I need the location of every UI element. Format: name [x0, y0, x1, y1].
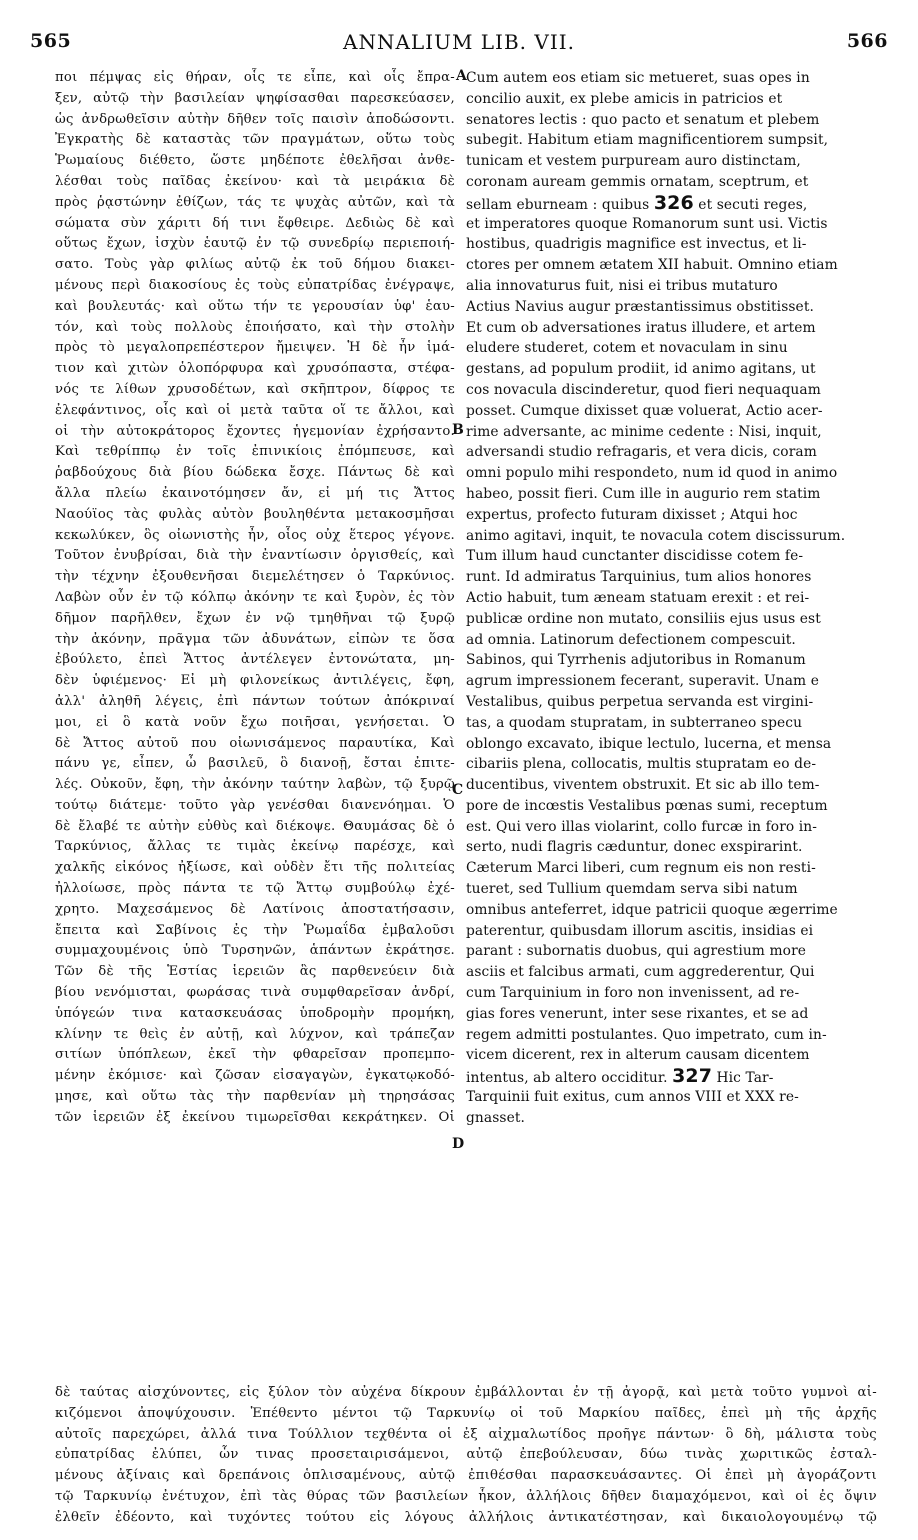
- latin-text-line: ducentibus, viventem obstruxit. Et sic ab illo tem-: [466, 777, 820, 794]
- latin-text-line: parant : subornatis duobus, qui agrestium more: [466, 943, 807, 960]
- latin-text-line: pore de incœstis Vestalibus pœnas sumi, receptum: [466, 797, 828, 814]
- latin-column: [466, 68, 885, 1129]
- latin-text-line: Cum autem eos etiam sic metueret, suas opes in: [466, 70, 810, 86]
- greek-text-line: οἱ τὴν αὐτοκράτορος ἔχοντες ἡγεμονίαν ἐχρήσαντο.: [55, 423, 455, 439]
- greek-text-line: ἔπειτα καὶ Σαβίνοις ἐς τὴν Ῥωμαΐδα ἐμβαλοῦσι: [55, 922, 455, 938]
- latin-text-line: omni populo mihi respondeto, num id quod in animo: [466, 465, 838, 482]
- reference-number: 326: [653, 192, 694, 214]
- latin-text-line: tueret, sed Tullium quemdam serva sibi natum: [466, 881, 798, 898]
- greek-column: [55, 68, 455, 1129]
- latin-text-line: [466, 1066, 885, 1087]
- greek-text-line: συμμαχουμένοις ὑπὸ Τυρσηνῶν, ἁπάντων ἐκράτησε.: [55, 943, 455, 959]
- latin-text-line: gias fores venerunt, inter sese rixantes, et se ad: [466, 1005, 809, 1022]
- greek-text-line: πρὸς ῥᾳστώνην ἐθίζων, τάς τε ψυχὰς αὐτῶν, καὶ τὰ: [55, 194, 455, 210]
- latin-text-line: publicæ ordine non mutato, consiliis ejus usus est: [466, 610, 821, 627]
- greek-text-line: ξεν, αὐτῷ τὴν βασιλείαν ψηφίσασθαι παρεσκεύασεν,: [55, 90, 455, 106]
- reference-number: 327: [672, 1066, 713, 1088]
- greek-continuation-line: αὐτοῖς παρεχώρει, ἀλλά τινα Τούλλιον τεχθέντα οἱ ἐξ αἰχμαλωτίδος προῆγε πάντων· ὃ δὴ, μάλιστα τοὺς: [55, 1426, 877, 1442]
- greek-continuation-line: εὐπατρίδας ἐλύπει, ὧν τινας προσεταιρισάμενοι, αὐτῷ ἐπεβούλευσαν, δύω τινὰς χωριτικῶς ἐσταλ-: [55, 1447, 877, 1463]
- latin-text-line: tunicam et vestem purpuream auro distinctam,: [466, 153, 801, 170]
- latin-text-line: Tarquinii fuit exitus, cum annos VIII et XXX re-: [466, 1089, 799, 1106]
- latin-text-line: [466, 193, 885, 214]
- latin-text-line: agrum impressionem fecerant, superavit. Unam e: [466, 673, 819, 690]
- running-title: ANNALIUM LIB. VII.: [343, 30, 575, 54]
- latin-text-line: senatores lectis : quo pacto et senatum et plebem: [466, 111, 820, 128]
- latin-text-line: habeo, possit fieri. Cum ille in augurio rem statim: [466, 485, 821, 502]
- latin-text-fragment: sellam eburneam : quibus: [466, 196, 654, 213]
- greek-text-line: Τῶν δὲ τῆς Ἑστίας ἱερειῶν ἃς παρθενεύειν διὰ: [55, 964, 455, 980]
- latin-text-line: coronam auream gemmis ornatam, sceptrum, et: [466, 173, 809, 190]
- greek-text-line: νός τε λίθων χρυσοδέτων, καὶ σκῆπτρον, δίφρος τε: [55, 381, 455, 397]
- greek-text-line: καὶ βουλευτάς· καὶ οὕτω τήν τε γερουσίαν ὑφ' ἑαυ-: [55, 298, 455, 314]
- latin-text-line: serto, nudi flagris cæduntur, donec exspirarint.: [466, 839, 803, 856]
- latin-text-line: Sabinos, qui Tyrrhenis adjutoribus in Romanum: [466, 652, 806, 669]
- section-marker-a: A: [456, 68, 467, 84]
- latin-text-line: runt. Id admiratus Tarquinius, tum alios honores: [466, 569, 812, 586]
- greek-text-line: ῥαβδούχους διὰ βίου δώδεκα ἔσχε. Πάντως δὲ καὶ: [55, 465, 455, 481]
- latin-text-line: gnasset.: [466, 1109, 525, 1126]
- latin-text-line: est. Qui vero illas violarint, collo furcæ in foro in-: [466, 818, 818, 835]
- greek-text-line: ἐλεφάντινος, οἷς καὶ οἱ μετὰ ταῦτα οἵ τε ἄλλοι, καὶ: [55, 402, 455, 418]
- greek-text-line: σιτίων ὑπόπλεων, ἐκεῖ τὴν φθαρεῖσαν προπεμπο-: [55, 1047, 455, 1063]
- greek-text-line: ἐβούλετο, ἐπεὶ Ἄττος ἀντέλεγεν ἐντονώτατα, μη-: [55, 652, 455, 668]
- greek-text-line: δὲ Ἄττος αὐτοῦ που οἰωνισάμενος παραυτίκα, Καὶ: [55, 735, 455, 751]
- page-number-right: 566: [846, 30, 888, 52]
- page-number-left: 565: [30, 30, 72, 52]
- greek-text-line: ἀλλ' ἀληθῆ λέγεις, ἐπὶ πάντων τούτων ἀπόκριναί: [55, 693, 455, 709]
- latin-text-line: tas, a quodam stupratam, in subterraneo specu: [466, 714, 803, 731]
- greek-text-line: Λαβὼν οὖν ἐν τῷ κόλπῳ ἀκόνην τε καὶ ξυρὸν, ἐς τὸν: [55, 589, 455, 605]
- latin-text-line: omnibus anteferret, idque patricii quoque ægerrime: [466, 901, 838, 918]
- section-marker-c: C: [452, 782, 464, 798]
- greek-text-line: δὲν ὑφιέμενος· Εἰ μὴ φιλονείκως ἀντιλέγεις, ἔφη,: [55, 673, 455, 689]
- section-marker-b: B: [452, 422, 464, 438]
- greek-text-line: κλίνην τε θεὶς ἐν αὐτῇ, καὶ λύχνον, καὶ τράπεζαν: [55, 1026, 455, 1042]
- greek-text-line: τὴν τέχνην ἐξουθενῆσαι διεμελέτησεν ὁ Ταρκύνιος.: [55, 569, 455, 585]
- latin-text-fragment: et secuti reges,: [693, 196, 808, 213]
- latin-text-line: Actius Navius augur præstantissimus obstitisset.: [466, 298, 814, 315]
- latin-text-line: Cæterum Marci liberi, cum regnum eis non resti-: [466, 860, 816, 877]
- latin-text-line: ad omnia. Latinorum defectionem compescuit.: [466, 631, 796, 648]
- greek-text-line: μοι, εἰ ὃ κατὰ νοῦν ἔχω ποιῆσαι, γενήσεται. Ὁ: [55, 714, 455, 730]
- greek-text-line: σατο. Τοὺς γὰρ φιλίως αὐτῷ ἐκ τοῦ δήμου διακει-: [55, 257, 455, 273]
- latin-text-line: gestans, ad populum prodiit, id animo agitans, ut: [466, 361, 816, 378]
- greek-text-line: Ἐγκρατὴς δὲ καταστὰς τῶν πραγμάτων, οὕτω τοὺς: [55, 132, 455, 148]
- greek-text-line: ἠλλοίωσε, πρὸς πάντα τε τῷ Ἄττῳ συμβούλῳ ἐχέ-: [55, 881, 455, 897]
- greek-text-line: μένους περὶ διακοσίους ἐς τοὺς εὐπατρίδας ἐνέγραψε,: [55, 277, 455, 293]
- greek-text-line: μησε, καὶ οὕτω τὰς τὴν παρθενίαν μὴ τηρησάσας: [55, 1089, 455, 1105]
- latin-text-line: asciis et falcibus armati, cum aggrederentur, Qui: [466, 964, 815, 981]
- latin-text-line: adversandi studio refragaris, et vera dicis, coram: [466, 444, 817, 461]
- greek-text-line: Τοῦτον ἐνυβρίσαι, διὰ τὴν ἐναντίωσιν ὀργισθείς, καὶ: [55, 548, 455, 564]
- greek-text-line: Ταρκύνιος, ἄλλας τε τιμὰς ἐκείνῳ παρέσχε, καὶ: [55, 839, 455, 855]
- latin-text-line: cum Tarquinium in foro non invenissent, ad re-: [466, 985, 800, 1002]
- greek-text-line: λέσθαι τοὺς παῖδας ἐκείνου· καὶ τὰ μειράκια δὲ: [55, 173, 455, 189]
- greek-text-line: πάνυ γε, εἶπεν, ὦ βασιλεῦ, ὃ διανοῇ, ἔσται ἐπιτε-: [55, 756, 455, 772]
- latin-text-line: concilio auxit, ex plebe amicis in patricios et: [466, 90, 783, 107]
- latin-text-line: ctores per omnem ætatem XII habuit. Omnino etiam: [466, 257, 838, 274]
- greek-text-line: ποι πέμψας εἰς θήραν, οἷς τε εἶπε, καὶ οἷς ἔπρα-: [55, 70, 455, 85]
- latin-text-line: cibariis plena, collocatis, multis stupratam eo de-: [466, 756, 817, 773]
- greek-text-line: μένην ἐκόμισε· καὶ ζῶσαν εἰσαγαγὼν, ἐγκατῳκοδό-: [55, 1068, 455, 1084]
- greek-text-line: κεκωλύκεν, ὃς οἰωνιστὴς ἦν, οἷος οὐχ ἕτερος γέγονε.: [55, 527, 455, 543]
- latin-text-line: vicem dicerent, rex in alterum causam dicentem: [466, 1047, 810, 1064]
- greek-text-line: δῆμον παρῆλθεν, ἔχων ἐν νῷ τμηθῆναι τῷ ξυρῷ: [55, 610, 455, 626]
- greek-text-line: Ῥωμαίους διέθετο, ὥστε μηδέποτε ἐθελῆσαι ἀνθε-: [55, 153, 455, 169]
- latin-text-line: subegit. Habitum etiam magnificentiorem sumpsit,: [466, 132, 829, 149]
- latin-text-line: Et cum ob adversationes iratus illudere, et artem: [466, 319, 816, 336]
- latin-text-line: eludere studeret, cotem et novaculam in sinu: [466, 340, 788, 357]
- greek-text-line: δὲ ἔλαβέ τε αὐτὴν εὐθὺς καὶ διέκοψε. Θαυμάσας δὲ ὁ: [55, 818, 455, 834]
- section-marker-d: D: [452, 1136, 465, 1152]
- latin-text-fragment: Hic Tar-: [712, 1070, 774, 1087]
- greek-text-line: σώματα σὺν χάριτι δή τινι ἔφθειρε. Δεδιὼς δὲ καὶ: [55, 215, 455, 231]
- latin-text-line: cos novacula discinderetur, quod fieri nequaquam: [466, 381, 821, 398]
- greek-text-line: τιον καὶ χιτὼν ὁλοπόρφυρα καὶ χρυσόπαστα, στέφα-: [55, 361, 455, 377]
- latin-text-line: posset. Cumque dixisset quæ voluerat, Actio acer-: [466, 402, 823, 419]
- greek-continuation-line: τῷ Ταρκυνίῳ ἐνέτυχον, ἐπὶ τὰς θύρας τῶν βασιλείων ἧκον, ἀλλήλοις δῆθεν διαμαχόμενοι, καὶ οἱ ἐς ὄψιν: [55, 1488, 877, 1504]
- latin-text-line: regem admitti postulantes. Quo impetrato, cum in-: [466, 1026, 827, 1043]
- greek-text-line: τούτῳ διάτεμε· τοῦτο γὰρ γενέσθαι διανενόημαι. Ὁ: [55, 797, 455, 813]
- greek-text-line: ὡς ἀνδρωθεῖσιν αὐτὴν δῆθεν τοῖς παισὶν ἀποδώσοντι.: [55, 111, 455, 127]
- greek-text-line: Ναούϊος τὰς φυλὰς αὐτὸν βουληθέντα μετακοσμῆσαι: [55, 506, 455, 522]
- greek-text-line: τὴν ἀκόνην, πρᾶγμα τῶν ἀδυνάτων, εἰπὼν τε ὅσα: [55, 631, 455, 647]
- greek-text-line: χρητο. Μαχεσάμενος δὲ Λατίνοις ἀποστατήσασιν,: [55, 901, 455, 917]
- latin-text-line: Actio habuit, tum æneam statuam erexit : et rei-: [466, 589, 810, 606]
- greek-text-line: πρὸς τὸ μεγαλοπρεπέστερον ἤμειψεν. Ἡ δὲ ἦν ἱμά-: [55, 340, 455, 356]
- latin-text-line: alia innovaturus fuit, nisi ei tribus mutaturo: [466, 277, 778, 294]
- greek-text-line: βίου νενόμισται, φωράσας τινὰ συμφθαρεῖσαν ἀνδρί,: [55, 985, 455, 1001]
- greek-text-line: Καὶ τεθρίππῳ ἐν τοῖς ἐπινικίοις ἐπόμπευσε, καὶ: [55, 444, 455, 460]
- greek-continuation-line: δὲ ταύτας αἰσχύνοντες, εἰς ξύλον τὸν αὐχένα δίκρουν ἐμβάλλονται ἐν τῇ ἀγορᾷ, καὶ μετὰ τοῦτο γυμνοὶ αἰ-: [55, 1385, 877, 1400]
- greek-text-line: οὕτως ἔχων, ἰσχὺν ἑαυτῷ ἐν τῷ συνεδρίῳ περιεποιή-: [55, 236, 455, 252]
- greek-text-line: χαλκῆς εἰκόνος ἠξίωσε, καὶ οὐδὲν ἔτι τῆς πολιτείας: [55, 860, 455, 876]
- latin-text-line: Vestalibus, quibus perpetua servanda est virgini-: [466, 693, 814, 710]
- latin-text-line: hostibus, quadrigis magnifice est invectus, et li-: [466, 236, 807, 253]
- greek-text-line: ἄλλα πλείω ἐκαινοτόμησεν ἄν, εἰ μή τις Ἄττος: [55, 485, 455, 501]
- page-header: [30, 30, 888, 56]
- greek-text-line: τῶν ἱερειῶν ἐξ ἐκείνου τιμωρεῖσθαι κεκράτηκεν. Οἱ: [55, 1109, 455, 1125]
- latin-text-line: et imperatores quoque Romanorum sunt usi. Victis: [466, 215, 828, 232]
- greek-continuation-line: μένους ἀξίναις καὶ δρεπάνοις ὁπλισαμένους, αὐτῷ ἐπιθέσθαι παρασκευάσαντες. Οἱ ἐπεὶ μὴ ἀγοράζοντι: [55, 1468, 877, 1484]
- latin-text-line: expertus, profecto futuram dixisset ; Atqui hoc: [466, 506, 798, 523]
- latin-text-line: rime adversante, ac minime cedente : Nisi, inquit,: [466, 423, 822, 440]
- latin-text-line: Tum illum haud cunctanter discidisse cotem fe-: [466, 548, 804, 565]
- greek-text-line: ὑπόγεών τινα κατασκευάσας ὑποδρομὴν προμήκη,: [55, 1005, 455, 1021]
- latin-text-line: oblongo excavato, ibique lectulo, lucerna, et mensa: [466, 735, 832, 752]
- greek-continuation: [55, 1383, 877, 1529]
- greek-text-line: λές. Οὐκοῦν, ἔφη, τὴν ἀκόνην ταύτην λαβὼν, τῷ ξυρῷ: [55, 777, 455, 793]
- greek-continuation-line: ἐλθεῖν ἐδέοντο, καὶ τυχόντες τούτου εἰς λόγους ἀλλήλοις ἀντικατέστησαν, καὶ δικαιολογουμένῳ τῷ: [55, 1509, 877, 1525]
- latin-text-line: animo agitavi, inquit, te novacula cotem discissurum.: [466, 527, 846, 544]
- latin-text-line: paterentur, quibusdam illorum ascitis, insidias ei: [466, 922, 814, 939]
- greek-continuation-line: κιζόμενοι ἀποψύχουσιν. Ἐπέθεντο μέντοι τῷ Ταρκυνίῳ οἱ τοῦ Μαρκίου παῖδες, ἐπεὶ μὴ τῆς ἀρχῆς: [55, 1405, 877, 1421]
- latin-text-fragment: intentus, ab altero occiditur.: [466, 1070, 673, 1087]
- greek-text-line: τόν, καὶ τοὺς πολλοὺς ἐποιήσατο, καὶ τὴν στολὴν: [55, 319, 455, 335]
